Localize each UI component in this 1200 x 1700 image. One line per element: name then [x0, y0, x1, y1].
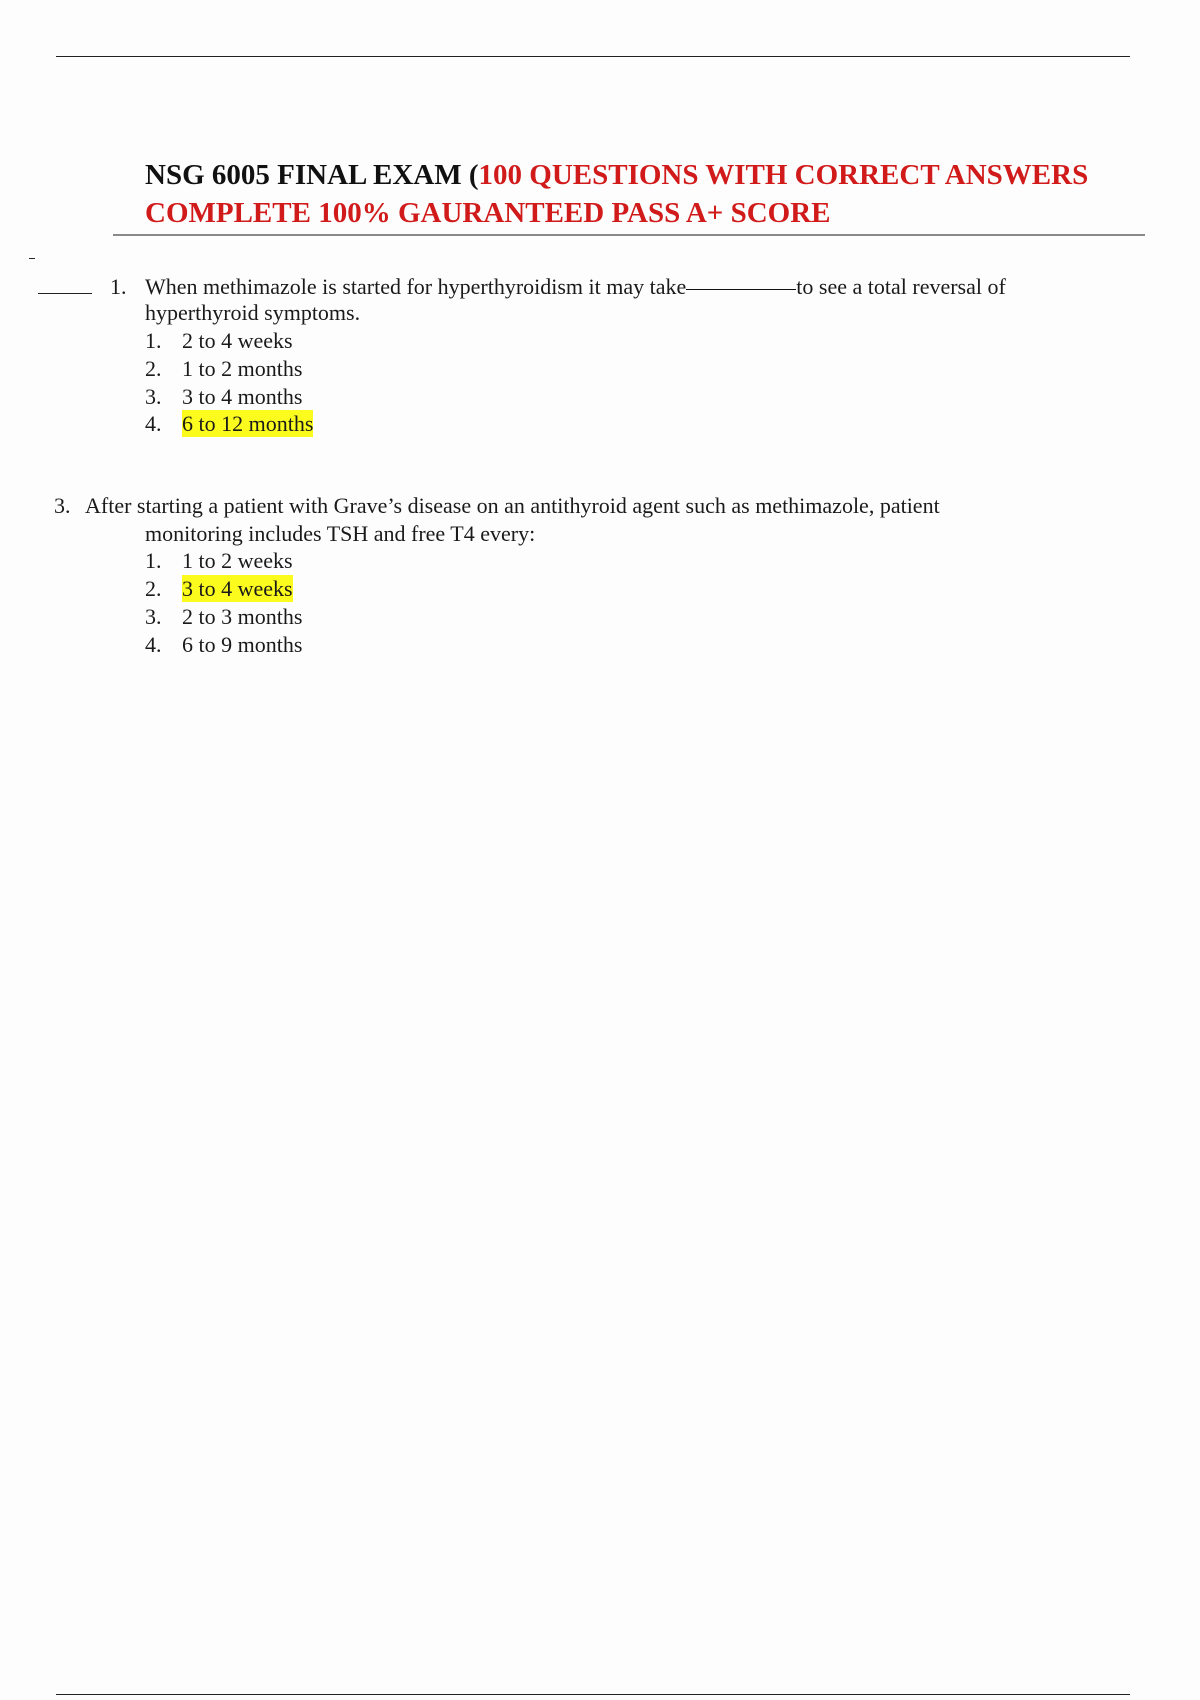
answer-blank-line — [38, 293, 92, 294]
option-label: 1 to 2 months — [182, 356, 303, 381]
question-text-line2: hyperthyroid symptoms. — [145, 300, 361, 325]
question-text-line1: After starting a patient with Grave’s disease on an antithyroid agent such as methimazole, patient — [85, 493, 940, 518]
option-number: 3. — [145, 604, 162, 629]
option-number: 1. — [145, 328, 162, 353]
option-number: 4. — [145, 411, 162, 436]
option-label: 3 to 4 months — [182, 384, 303, 409]
title-red-line1: 100 QUESTIONS WITH CORRECT ANSWERS — [478, 159, 1089, 191]
option-label: 2 to 4 weeks — [182, 328, 293, 353]
fill-in-blank — [686, 288, 796, 290]
document-title — [145, 156, 1195, 232]
question-text-line2: monitoring includes TSH and free T4 every: — [145, 521, 536, 546]
option-number: 1. — [145, 548, 162, 573]
option-label: 6 to 9 months — [182, 632, 303, 657]
title-red-line2: COMPLETE 100% GAURANTEED PASS A+ SCORE — [145, 197, 831, 229]
title-underline — [113, 234, 1145, 236]
question-text-after-blank: to see a total reversal of — [796, 274, 1006, 299]
option-label-highlighted-answer: 3 to 4 weeks — [182, 576, 293, 601]
title-prefix: NSG 6005 FINAL EXAM ( — [145, 159, 479, 191]
option-number: 4. — [145, 632, 162, 657]
page-top-rule — [56, 56, 1130, 57]
question-number: 1. — [110, 274, 127, 299]
question-text-line1 — [145, 273, 1006, 300]
option-number: 2. — [145, 356, 162, 381]
option-number: 3. — [145, 384, 162, 409]
option-label: 2 to 3 months — [182, 604, 303, 629]
option-number: 2. — [145, 576, 162, 601]
page-bottom-rule — [56, 1694, 1130, 1695]
question-number: 3. — [54, 493, 71, 518]
option-label: 1 to 2 weeks — [182, 548, 293, 573]
margin-dash — [29, 258, 35, 259]
question-text-before-blank: When methimazole is started for hyperthyroidism it may take — [145, 274, 687, 299]
option-label-highlighted-answer: 6 to 12 months — [182, 411, 314, 436]
